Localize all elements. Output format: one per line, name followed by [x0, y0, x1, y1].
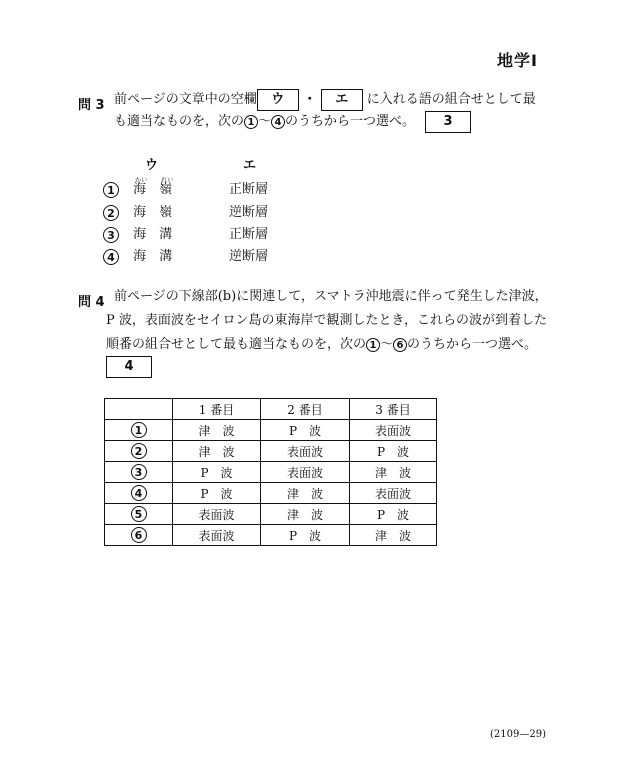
q3-line2 [114, 110, 471, 134]
option-e: 逆断層 [229, 249, 269, 264]
table-cell: 表面波 [261, 462, 350, 483]
option-e: 逆断層 [229, 205, 269, 220]
q4-line2: P 波，表面波をセイロン島の東海岸で観測したとき，これらの波が到着した [106, 313, 547, 328]
table-cell: P 波 [261, 420, 350, 441]
table-row[interactable] [105, 525, 437, 546]
option-number-icon: 4 [131, 485, 147, 501]
table-cell: P 波 [173, 483, 261, 504]
ruby-kai: かい [135, 177, 148, 184]
table-cell: 津 波 [350, 462, 437, 483]
option-number-icon: 4 [103, 249, 119, 265]
option-number-icon: 3 [103, 227, 119, 243]
q3-col-u: ウ [145, 158, 159, 173]
q4-number: 問 4 [78, 295, 105, 310]
table-cell: 津 波 [173, 441, 261, 462]
option-number-icon: 2 [131, 443, 147, 459]
q3-option-3[interactable] [103, 223, 269, 243]
table-header-third: 3 番目 [350, 399, 437, 420]
option-u: 海 嶺 [133, 205, 173, 220]
option-u: 海 溝 [133, 249, 173, 264]
option-number-icon: 5 [131, 506, 147, 522]
q3-line2-a: も適当なものを，次の [114, 114, 245, 129]
table-cell: 表面波 [350, 483, 437, 504]
page-code: (2109—29) [490, 729, 546, 740]
option-e: 正断層 [229, 182, 269, 197]
table-cell: P 波 [350, 441, 437, 462]
option-u: 海 嶺 [133, 182, 173, 197]
table-cell: P 波 [261, 525, 350, 546]
table-row[interactable] [105, 504, 437, 525]
blank-e: エ [321, 89, 363, 111]
option-number-icon: 1 [131, 422, 147, 438]
q3-line1-after: に入れる語の組合せとして最 [366, 92, 536, 107]
table-cell: 表面波 [350, 420, 437, 441]
table-cell: 津 波 [261, 504, 350, 525]
table-cell: 表面波 [173, 525, 261, 546]
choice-range-end-icon: 4 [271, 115, 285, 129]
table-cell: 津 波 [350, 525, 437, 546]
option-number-icon: 6 [131, 527, 147, 543]
answer-box-3: 3 [425, 111, 471, 133]
option-number-icon: 3 [131, 464, 147, 480]
table-row[interactable] [105, 462, 437, 483]
ruby-rei: れい [161, 177, 174, 184]
q4-line1: 前ページの下線部(b)に関連して，スマトラ沖地震に伴って発生した津波， [114, 289, 548, 304]
table-header-empty [105, 399, 173, 420]
table-header-row [105, 399, 437, 420]
q4-line3-c: のうちから一つ選べ。 [407, 337, 538, 352]
option-u: 海 溝 [133, 227, 173, 242]
table-cell: P 波 [350, 504, 437, 525]
q3-option-4[interactable] [103, 245, 269, 265]
option-number-icon: 1 [103, 182, 119, 198]
q3-col-e: エ [243, 158, 257, 173]
table-cell: P 波 [173, 462, 261, 483]
table-row[interactable] [105, 483, 437, 504]
table-cell: 表面波 [173, 504, 261, 525]
table-header-first: 1 番目 [173, 399, 261, 420]
q4-line3 [106, 333, 537, 357]
q3-line1 [114, 88, 536, 112]
table-cell: 津 波 [173, 420, 261, 441]
table-row[interactable] [105, 441, 437, 462]
table-cell: 表面波 [261, 441, 350, 462]
q3-number: 問 3 [78, 98, 105, 113]
q3-option-1[interactable] [103, 177, 269, 198]
table-cell: 津 波 [261, 483, 350, 504]
subject-title: 地学Ⅰ [497, 51, 538, 70]
choice-range-end-icon: 6 [393, 338, 407, 352]
q3-line2-b: 〜 [258, 114, 272, 129]
choice-range-start-icon: 1 [244, 115, 258, 129]
q4-table-wrap [104, 398, 437, 546]
q4-line3-b: 〜 [380, 337, 394, 352]
answer-box-4-wrap [106, 356, 152, 378]
q4-line3-a: 順番の組合せとして最も適当なものを，次の [106, 337, 367, 352]
answer-box-4: 4 [106, 356, 152, 378]
q3-option-2[interactable] [103, 201, 269, 221]
choice-range-start-icon: 1 [366, 338, 380, 352]
table-row[interactable] [105, 420, 437, 441]
option-number-icon: 2 [103, 205, 119, 221]
q4-table [104, 398, 437, 546]
blank-u: ウ [257, 89, 299, 111]
q3-line1-before: 前ページの文章中の空欄 [114, 92, 257, 107]
table-header-second: 2 番目 [261, 399, 350, 420]
option-e: 正断層 [229, 227, 269, 242]
blank-separator: ・ [303, 92, 317, 107]
q3-line2-c: のうちから一つ選べ。 [285, 114, 416, 129]
